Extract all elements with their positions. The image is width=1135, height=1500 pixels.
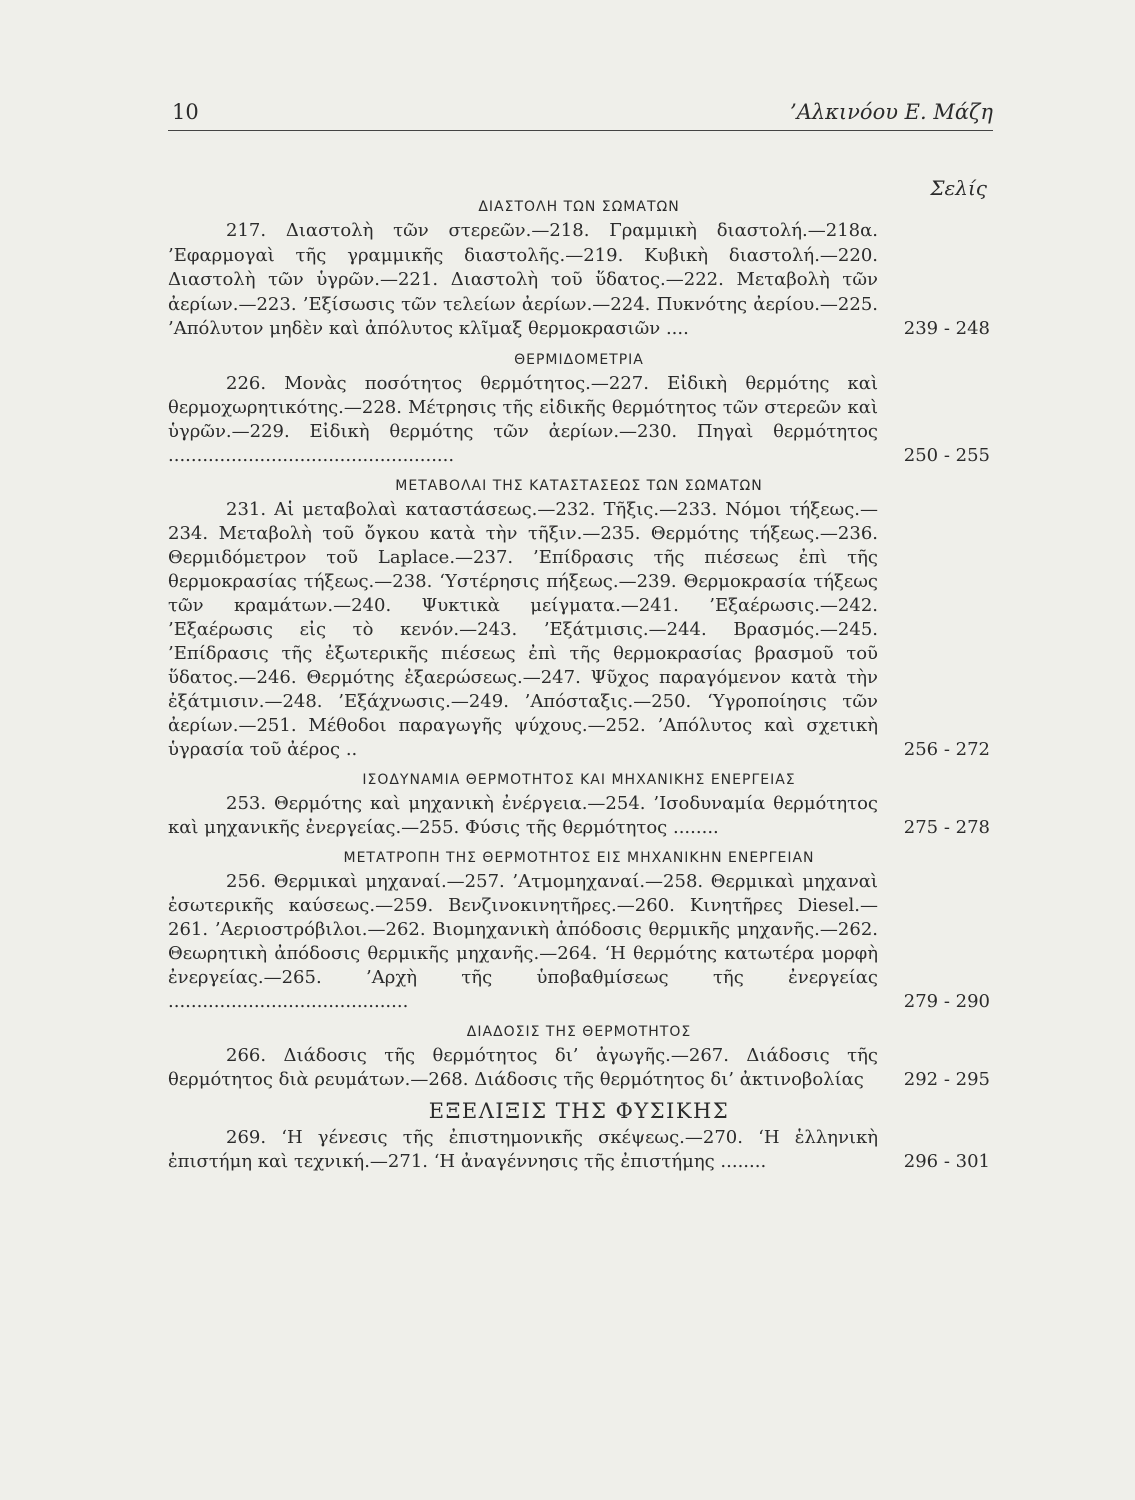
toc-section [168,474,990,762]
toc-section [168,768,990,840]
entry-text: 253. Θερμότης καὶ μηχανικὴ ἐνέργεια.—254. ’Ισοδυναμία θερμότητος καὶ μηχανικῆς ἐνεργείας.—255. Φύσις τῆς θερμότητος ........ [168,792,878,838]
page-range: 275 - 278 [903,816,990,838]
entry-text: 269. ‘Η γένεσις τῆς ἐπιστημονικῆς σκέψεως.—270. ‘Η ἑλληνικὴ ἐπιστήμη καὶ τεχνική.—271. ‘Η ἀναγέννησις τῆς ἐπιστήμης ........ [168,1126,878,1172]
toc-entry [168,1126,990,1174]
page-range: 292 - 295 [903,1068,990,1090]
page-range: 279 - 290 [903,990,990,1012]
page-range: 296 - 301 [903,1150,990,1172]
toc-section [168,1096,990,1174]
toc-entry [168,372,990,468]
page-range: 250 - 255 [903,444,990,466]
section-heading: ΘΕΡΜΙΔΟΜΕΤΡΙΑ [514,351,644,368]
section-heading: ΜΕΤΑΒΟΛΑΙ ΤΗΣ ΚΑΤΑΣΤΑΣΕΩΣ ΤΩΝ ΣΩΜΑΤΩΝ [395,477,763,494]
toc-section [168,348,990,468]
header-rule [168,130,993,131]
section-heading: ΔΙΑΣΤΟΛΗ ΤΩΝ ΣΩΜΑΤΩΝ [478,199,680,215]
entry-text: 256. Θερμικαὶ μηχαναί.—257. ’Ατμομηχαναί.—258. Θερμικαὶ μηχαναὶ ἐσωτερικῆς καύσεως.—259. Βενζινοκινητῆρες.—260. Κινητῆρες Diesel.—261. ’Αεριοστρόβιλοι.—262. Βιομηχανικὴ ἀπόδοσις θερμικῆς μηχανῆς.—262. Θεωρητικὴ ἀπόδοσις θερμικῆς μηχανῆς.—264. ‘Η θερμότης κατωτέρα μορφὴ ἐνεργείας.—265. ’Αρχὴ τῆς ὑποβαθμίσεως τῆς ἐνεργείας .......................................... [168,870,878,1012]
page-range: 239 - 248 [903,318,990,339]
entry-text: 266. Διάδοσις τῆς θερμότητος δι’ ἀγωγῆς.—267. Διάδοσις τῆς θερμότητος διὰ ρευμάτων.—268. Διάδοσις τῆς θερμότητος δι’ ἀκτινοβολίας [168,1044,878,1090]
section-heading: ΔΙΑΔΟΣΙΣ ΤΗΣ ΘΕΡΜΟΤΗΤΟΣ [466,1023,692,1040]
entry-text: 226. Μονὰς ποσότητος θερμότητος.—227. Εἰδικὴ θερμότης καὶ θερμοχωρητικότης.—228. Μέτρησις τῆς εἰδικῆς θερμότητος τῶν στερεῶν καὶ ὑγρῶν.—229. Εἰδικὴ θερμότης τῶν ἀερίων.—230. Πηγαὶ θερμότητος .................................................. [168,372,878,466]
section-heading: ΙΣΟΔΥΝΑΜΙΑ ΘΕΡΜΟΤΗΤΟΣ ΚΑΙ ΜΗΧΑΝΙΚΗΣ ΕΝΕΡΓΕΙΑΣ [362,771,796,788]
section-heading: ΜΕΤΑΤΡΟΠΗ ΤΗΣ ΘΕΡΜΟΤΗΤΟΣ ΕΙΣ ΜΗΧΑΝΙΚΗΝ ΕΝΕΡΓΕΙΑΝ [343,849,815,866]
table-of-contents [168,195,990,1174]
entry-text: 217. Διαστολὴ τῶν στερεῶν.—218. Γραμμικὴ διαστολή.—218α. ’Εφαρμογαὶ τῆς γραμμικῆς διαστολῆς.—219. Κυβικὴ διαστολή.—220. Διαστολὴ τῶν ὑγρῶν.—221. Διαστολὴ τοῦ ὕδατος.—222. Μεταβολὴ τῶν ἀερίων.—223. ’Εξίσωσις τῶν τελείων ἀερίων.—224. Πυκνότης ἀερίου.—225. ’Απόλυτον μηδὲν καὶ ἀπόλυτος κλῖμαξ θερμοκρασιῶν .... [168,220,878,339]
page-column-label: Σελίς [930,176,987,200]
toc-entry [168,870,990,1014]
entry-text: 231. Αἱ μεταβολαὶ καταστάσεως.—232. Τῆξις.—233. Νόμοι τήξεως.—234. Μεταβολὴ τοῦ ὄγκου κατὰ τὴν τῆξιν.—235. Θερμότης τήξεως.—236. Θερμιδόμετρον τοῦ Laplace.—237. ’Επίδρασις τῆς πιέσεως ἐπὶ τῆς θερμοκρασίας τήξεως.—238. ‘Υστέρησις πήξεως.—239. Θερμοκρασία τήξεως τῶν κραμάτων.—240. Ψυκτικὰ μείγματα.—241. ’Εξαέρωσις.—242. ’Εξαέρωσις εἰς τὸ κενόν.—243. ’Εξάτμισις.—244. Βρασμός.—245. ’Επίδρασις τῆς ἐξωτερικῆς πιέσεως ἐπὶ τῆς θερμοκρασίας βρασμοῦ τοῦ ὕδατος.—246. Θερμότης ἐξαερώσεως.—247. Ψῦχος παραγόμενον κατὰ τὴν ἐξάτμισιν.—248. ’Εξάχνωσις.—249. ’Απόσταξις.—250. ‘Υγροποίησις τῶν ἀερίων.—251. Μέθοδοι παραγωγῆς ψύχους.—252. ’Απόλυτος καὶ σχετικὴ ὑγρασία τοῦ ἀέρος .. [168,498,878,760]
toc-entry [168,498,990,762]
page-number: 10 [172,100,199,124]
page-range: 256 - 272 [903,738,990,760]
toc-entry [168,1044,990,1092]
toc-section [168,846,990,1014]
toc-entry [168,792,990,840]
section-heading: ΕΞΕΛΙΞΙΣ ΤΗΣ ΦΥΣΙΚΗΣ [428,1098,730,1123]
toc-entry [168,219,990,342]
toc-section [168,195,990,342]
running-header-author: ’Αλκινόου Ε. Μάζη [790,100,993,124]
toc-section [168,1020,990,1092]
